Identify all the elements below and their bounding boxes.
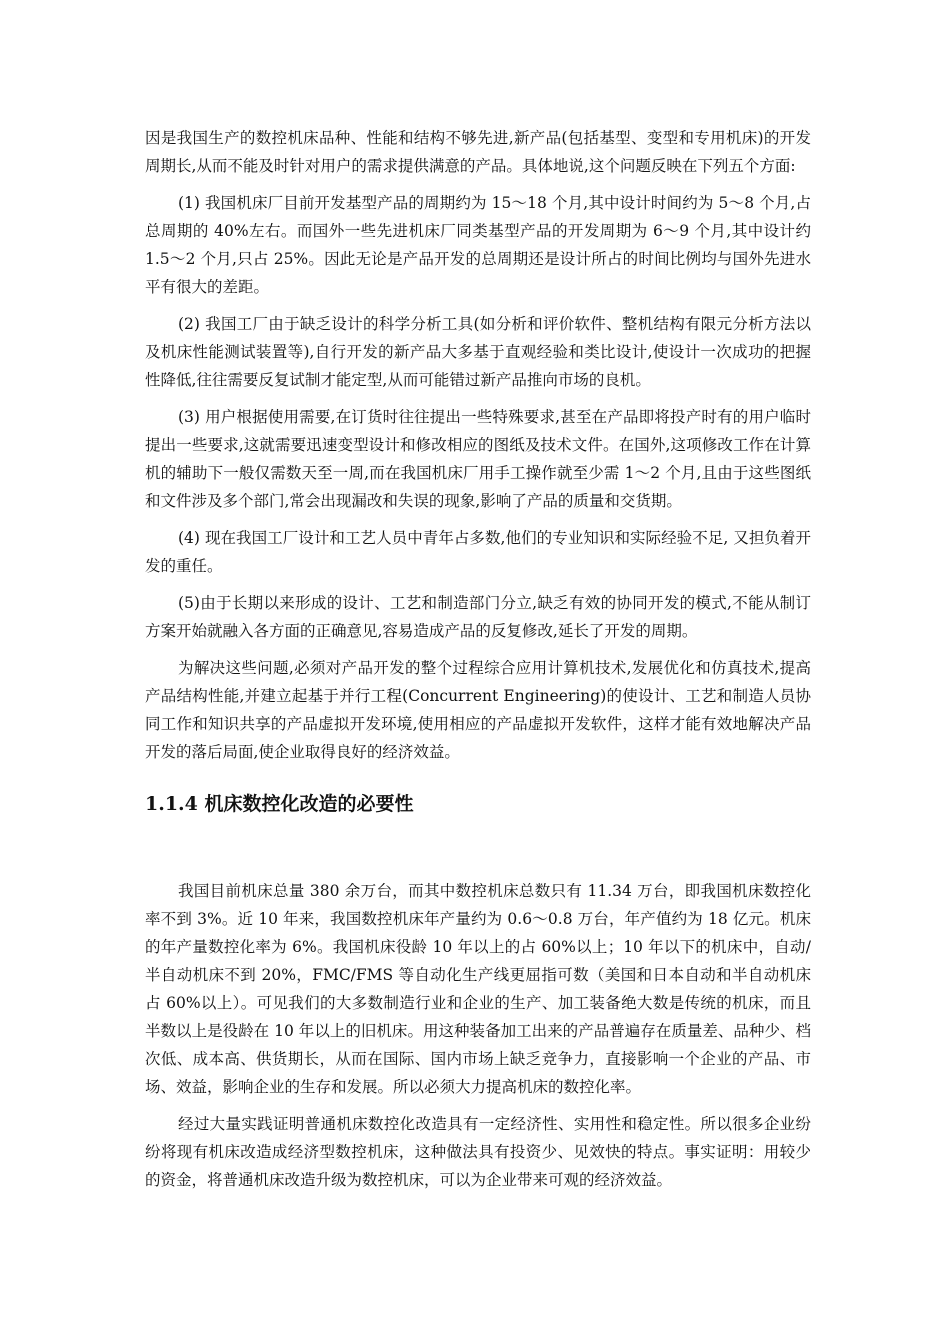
paragraph-conclusion: 经过大量实践证明普通机床数控化改造具有一定经济性、实用性和稳定性。所以很多企业纷纷将现有机床改造成经济型数控机床，这种做法具有投资少、见效快的特点。事实证明：用较少的资金，将普通机床改造升级为数控机床，可以为企业带来可观的经济效益。 — [145, 1115, 811, 1189]
document-body — [145, 124, 811, 1203]
paragraph-point-3: (3) 用户根据使用需要,在订货时往往提出一些特殊要求,甚至在产品即将投产时有的用户临时提出一些要求,这就需要迅速变型设计和修改相应的图纸及技术文件。在国外,这项修改工作在计算机的辅助下一般仅需数天至一周,而在我国机床厂用手工操作就至少需 1～2 个月,且由于这些图纸和文件涉及多个部门,常会出现漏改和失误的现象,影响了产品的质量和交货期。 — [145, 408, 811, 510]
paragraph-statistics: 我国目前机床总量 380 余万台，而其中数控机床总数只有 11.34 万台，即我国机床数控化率不到 3%。近 10 年来，我国数控机床年产量约为 0.6～0.8 万台，年产值约为 18 亿元。机床的年产量数控化率为 6%。我国机床役龄 10 年以上的占 60%以上；10 年以下的机床中，自动/半自动机床不到 20%，FMC/FMS 等自动化生产线更屈指可数（美国和日本自动和半自动机床占 60%以上）。可见我们的大多数制造行业和企业的生产、加工装备绝大数是传统的机床，而且半数以上是役龄在 10 年以上的旧机床。用这种装备加工出来的产品普遍存在质量差、品种少、档次低、成本高、供货期长，从而在国际、国内市场上缺乏竞争力，直接影响一个企业的产品、市场、效益，影响企业的生存和发展。所以必须大力提高机床的数控化率。 — [145, 882, 811, 1096]
paragraph-point-1: (1) 我国机床厂目前开发基型产品的周期约为 15～18 个月,其中设计时间约为 5～8 个月,占总周期的 40%左右。而国外一些先进机床厂同类基型产品的开发周期为 6～9 个月,其中设计约 1.5～2 个月,只占 25%。因此无论是产品开发的总周期还是设计所占的时间比例均与国外先进水平有很大的差距。 — [145, 194, 811, 296]
paragraph-solution: 为解决这些问题,必须对产品开发的整个过程综合应用计算机技术,发展优化和仿真技术,提高产品结构性能,并建立起基于并行工程(Concurrent Engineering)的使设计、工艺和制造人员协同工作和知识共享的产品虚拟开发环境,使用相应的产品虚拟开发软件，这样才能有效地解决产品开发的落后局面,使企业取得良好的经济效益。 — [145, 659, 811, 761]
section-body — [145, 877, 811, 1194]
section-heading: 1.1.4 机床数控化改造的必要性 — [145, 793, 414, 815]
paragraph-point-5: (5)由于长期以来形成的设计、工艺和制造部门分立,缺乏有效的协同开发的模式,不能从制订方案开始就融入各方面的正确意见,容易造成产品的反复修改,延长了开发的周期。 — [145, 594, 811, 640]
paragraph-intro: 因是我国生产的数控机床品种、性能和结构不够先进,新产品(包括基型、变型和专用机床)的开发周期长,从而不能及时针对用户的需求提供满意的产品。具体地说,这个问题反映在下列五个方面: — [145, 129, 811, 175]
paragraph-point-4: (4) 现在我国工厂设计和工艺人员中青年占多数,他们的专业知识和实际经验不足, 又担负着开发的重任。 — [145, 529, 811, 575]
paragraph-point-2: (2) 我国工厂由于缺乏设计的科学分析工具(如分析和评价软件、整机结构有限元分析方法以及机床性能测试装置等),自行开发的新产品大多基于直观经验和类比设计,使设计一次成功的把握性降低,往往需要反复试制才能定型,从而可能错过新产品推向市场的良机。 — [145, 315, 811, 389]
